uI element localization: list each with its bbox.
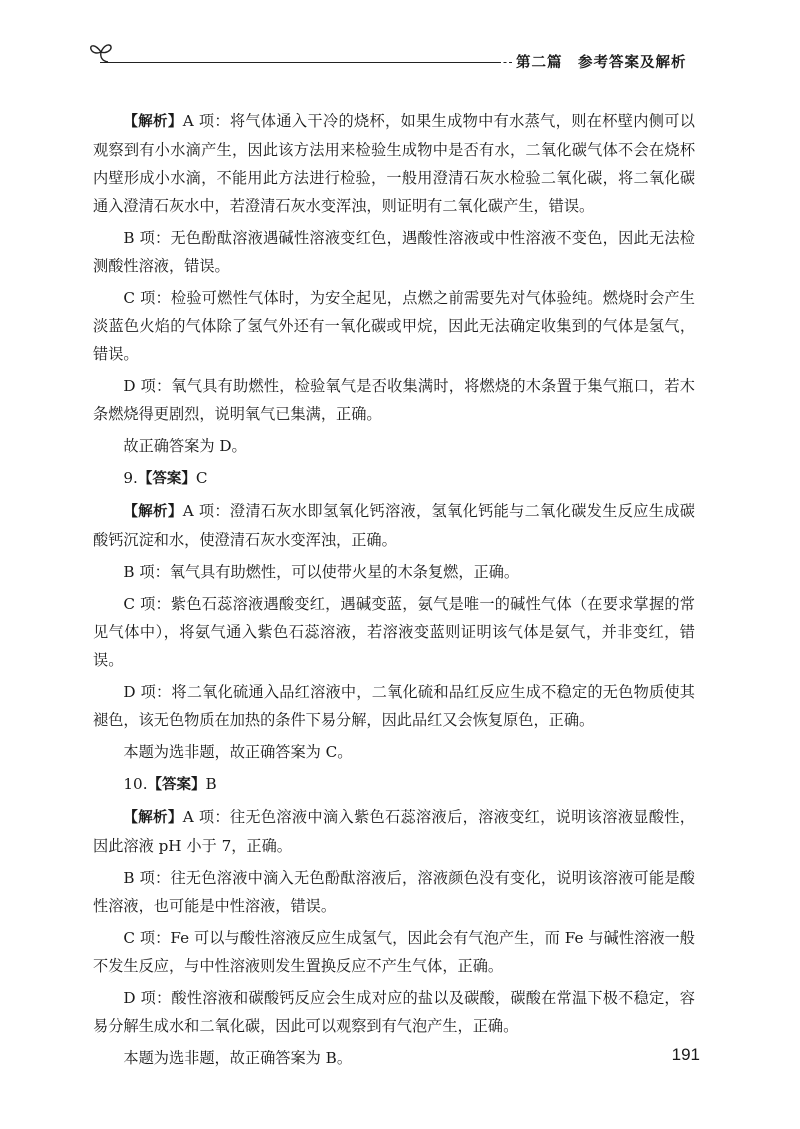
q10-option-b: B 项：往无色溶液中滴入无色酚酞溶液后，溶液颜色没有变化，说明该溶液可能是酸性溶液，也可能是中性溶液，错误。 xyxy=(93,869,695,915)
q8-option-a xyxy=(93,107,695,220)
answer-label: 【答案】 xyxy=(147,777,206,793)
page-header xyxy=(88,38,708,78)
q8-option-d: D 项：氧气具有助燃性，检验氧气是否收集满时，将燃烧的木条置于集气瓶口，若木条燃烧得更剧烈，说明氧气已集满，正确。 xyxy=(93,377,695,423)
analysis-label: 【解析】 xyxy=(123,504,183,520)
q9-option-d: D 项：将二氧化硫通入品红溶液中，二氧化硫和品红反应生成不稳定的无色物质使其褪色，该无色物质在加热的条件下易分解，因此品红又会恢复原色，正确。 xyxy=(93,683,695,729)
q10-answer: B xyxy=(205,775,217,793)
q8-option-c: C 项：检验可燃性气体时，为安全起见，点燃之前需要先对气体验纯。燃烧时会产生淡蓝色火焰的气体除了氢气外还有一氧化碳或甲烷，因此无法确定收集到的气体是氢气，错误。 xyxy=(93,289,695,363)
q9-conclusion: 本题为选非题，故正确答案为 C。 xyxy=(123,743,353,761)
q10-conclusion: 本题为选非题，故正确答案为 B。 xyxy=(123,1049,353,1067)
answer-label: 【答案】 xyxy=(137,471,196,487)
q10-answer-line xyxy=(93,770,695,799)
q8-option-b: B 项：无色酚酞溶液遇碱性溶液变红色，遇酸性溶液或中性溶液不变色，因此无法检测酸性溶液，错误。 xyxy=(93,229,695,275)
q10-number: 10. xyxy=(123,775,148,793)
q9-number: 9. xyxy=(123,469,138,487)
sprout-icon xyxy=(88,38,116,70)
q9-option-c: C 项：紫色石蕊溶液遇酸变红，遇碱变蓝，氨气是唯一的碱性气体（在要求掌握的常见气体中），将氨气通入紫色石蕊溶液，若溶液变蓝则证明该气体是氨气，并非变红，错误。 xyxy=(93,595,695,669)
analysis-label: 【解析】 xyxy=(123,810,183,826)
q9-option-b: B 项：氧气具有助燃性，可以使带火星的木条复燃，正确。 xyxy=(123,563,520,581)
q9-option-a-text: A 项：澄清石灰水即氢氧化钙溶液，氢氧化钙能与二氧化碳发生反应生成碳酸钙沉淀和水，使澄清石灰水变浑浊，正确。 xyxy=(93,502,695,549)
answer-content xyxy=(93,107,695,1072)
q8-option-a-text: A 项：将气体通入干冷的烧杯，如果生成物中有水蒸气，则在杯壁内侧可以观察到有小水滴产生，因此该方法用来检验生成物中是否有水，二氧化碳气体不会在烧杯内壁形成小水滴，不能用此方法进行检验，一般用澄清石灰水检验二氧化碳，将二氧化碳通入澄清石灰水中，若澄清石灰水变浑浊，则证明有二氧化碳产生，错误。 xyxy=(93,112,695,215)
page-number: 191 xyxy=(671,1045,700,1064)
q8-conclusion: 故正确答案为 D。 xyxy=(123,437,247,455)
q9-option-a xyxy=(93,497,695,554)
q9-answer-line xyxy=(93,464,695,493)
q10-option-a xyxy=(93,803,695,860)
q10-option-c: C 项：Fe 可以与酸性溶液反应生成氢气，因此会有气泡产生，而 Fe 与碱性溶液一般不发生反应，与中性溶液则发生置换反应不产生气体，正确。 xyxy=(93,929,695,975)
q10-option-a-text: A 项：往无色溶液中滴入紫色石蕊溶液后，溶液变红，说明该溶液显酸性，因此溶液 pH 小于 7，正确。 xyxy=(93,808,695,855)
header-rule-dash xyxy=(498,62,512,63)
q9-answer: C xyxy=(195,469,208,487)
q10-option-d: D 项：酸性溶液和碳酸钙反应会生成对应的盐以及碳酸，碳酸在常温下极不稳定，容易分解生成水和二氧化碳，因此可以观察到有气泡产生，正确。 xyxy=(93,989,695,1035)
analysis-label: 【解析】 xyxy=(123,114,183,130)
section-title: 第二篇 参考答案及解析 xyxy=(516,55,687,71)
header-rule xyxy=(100,62,498,63)
